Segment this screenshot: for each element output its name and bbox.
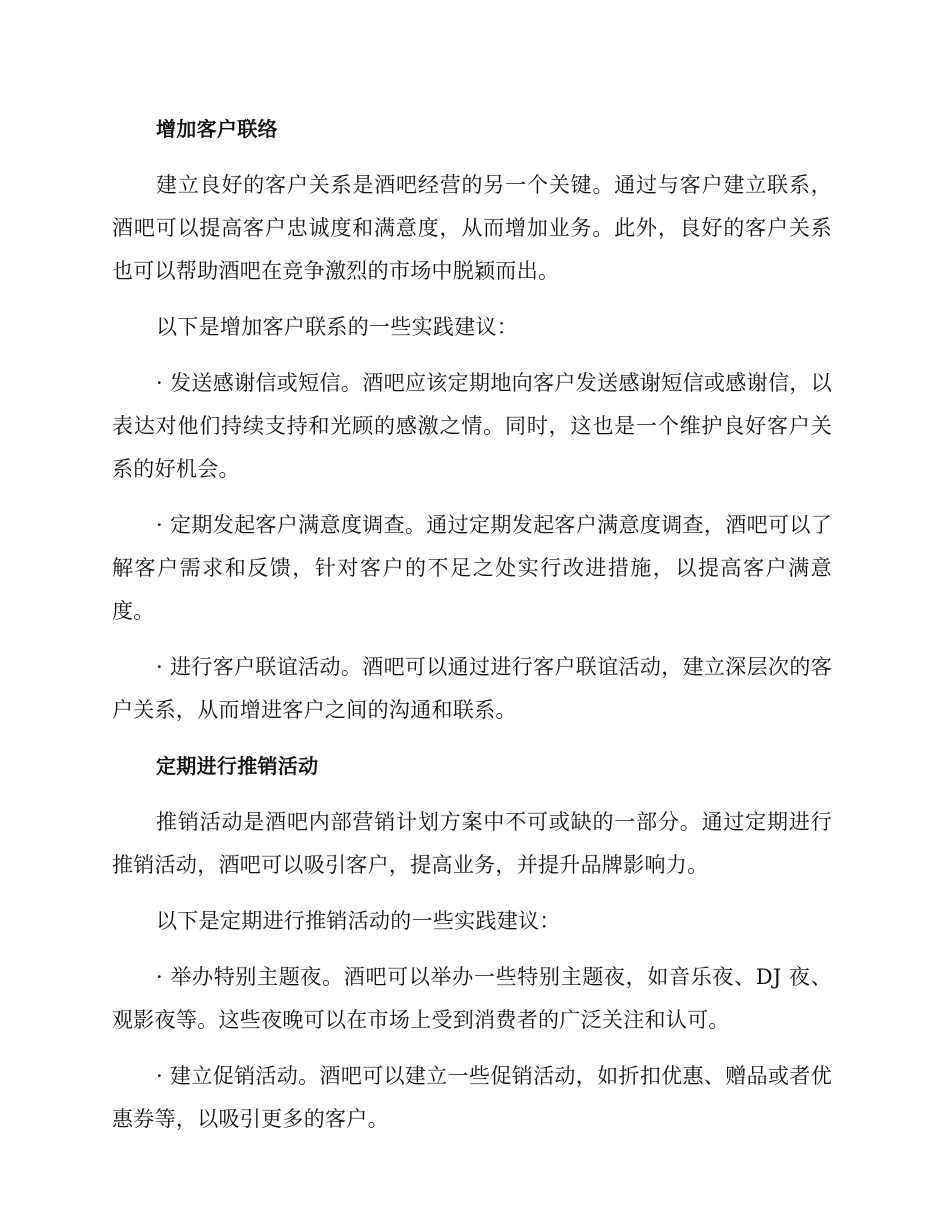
bullet-promotional-offers: · 建立促销活动。酒吧可以建立一些促销活动，如折扣优惠、赠品或者优惠券等，以吸引更多的客户。 bbox=[112, 1064, 832, 1131]
document-body bbox=[112, 108, 832, 1154]
paragraph-customer-suggestions-lead: 以下是增加客户联系的一些实践建议： bbox=[156, 315, 519, 339]
paragraph-promotions-suggestions-lead: 以下是定期进行推销活动的一些实践建议： bbox=[156, 909, 561, 933]
bullet-theme-nights: · 举办特别主题夜。酒吧可以举办一些特别主题夜，如音乐夜、DJ 夜、观影夜等。这些夜晚可以在市场上受到消费者的广泛关注和认可。 bbox=[112, 965, 832, 1032]
bullet-customer-social-events: · 进行客户联谊活动。酒吧可以通过进行客户联谊活动，建立深层次的客户关系，从而增进客户之间的沟通和联系。 bbox=[112, 655, 832, 722]
section-heading-promotions: 定期进行推销活动 bbox=[156, 754, 319, 778]
section-heading-customer-contact: 增加客户联络 bbox=[156, 117, 278, 141]
paragraph-promotions-intro: 推销活动是酒吧内部营销计划方案中不可或缺的一部分。通过定期进行推销活动，酒吧可以吸引客户，提高业务，并提升品牌影响力。 bbox=[112, 810, 832, 877]
bullet-satisfaction-survey: · 定期发起客户满意度调查。通过定期发起客户满意度调查，酒吧可以了解客户需求和反馈，针对客户的不足之处实行改进措施，以提高客户满意度。 bbox=[112, 513, 832, 623]
paragraph-customer-relationship-intro: 建立良好的客户关系是酒吧经营的另一个关键。通过与客户建立联系，酒吧可以提高客户忠诚度和满意度，从而增加业务。此外，良好的客户关系也可以帮助酒吧在竞争激烈的市场中脱颖而出。 bbox=[112, 173, 832, 283]
bullet-thank-you-notes: · 发送感谢信或短信。酒吧应该定期地向客户发送感谢短信或感谢信，以表达对他们持续支持和光顾的感激之情。同时，这也是一个维护良好客户关系的好机会。 bbox=[112, 371, 832, 481]
